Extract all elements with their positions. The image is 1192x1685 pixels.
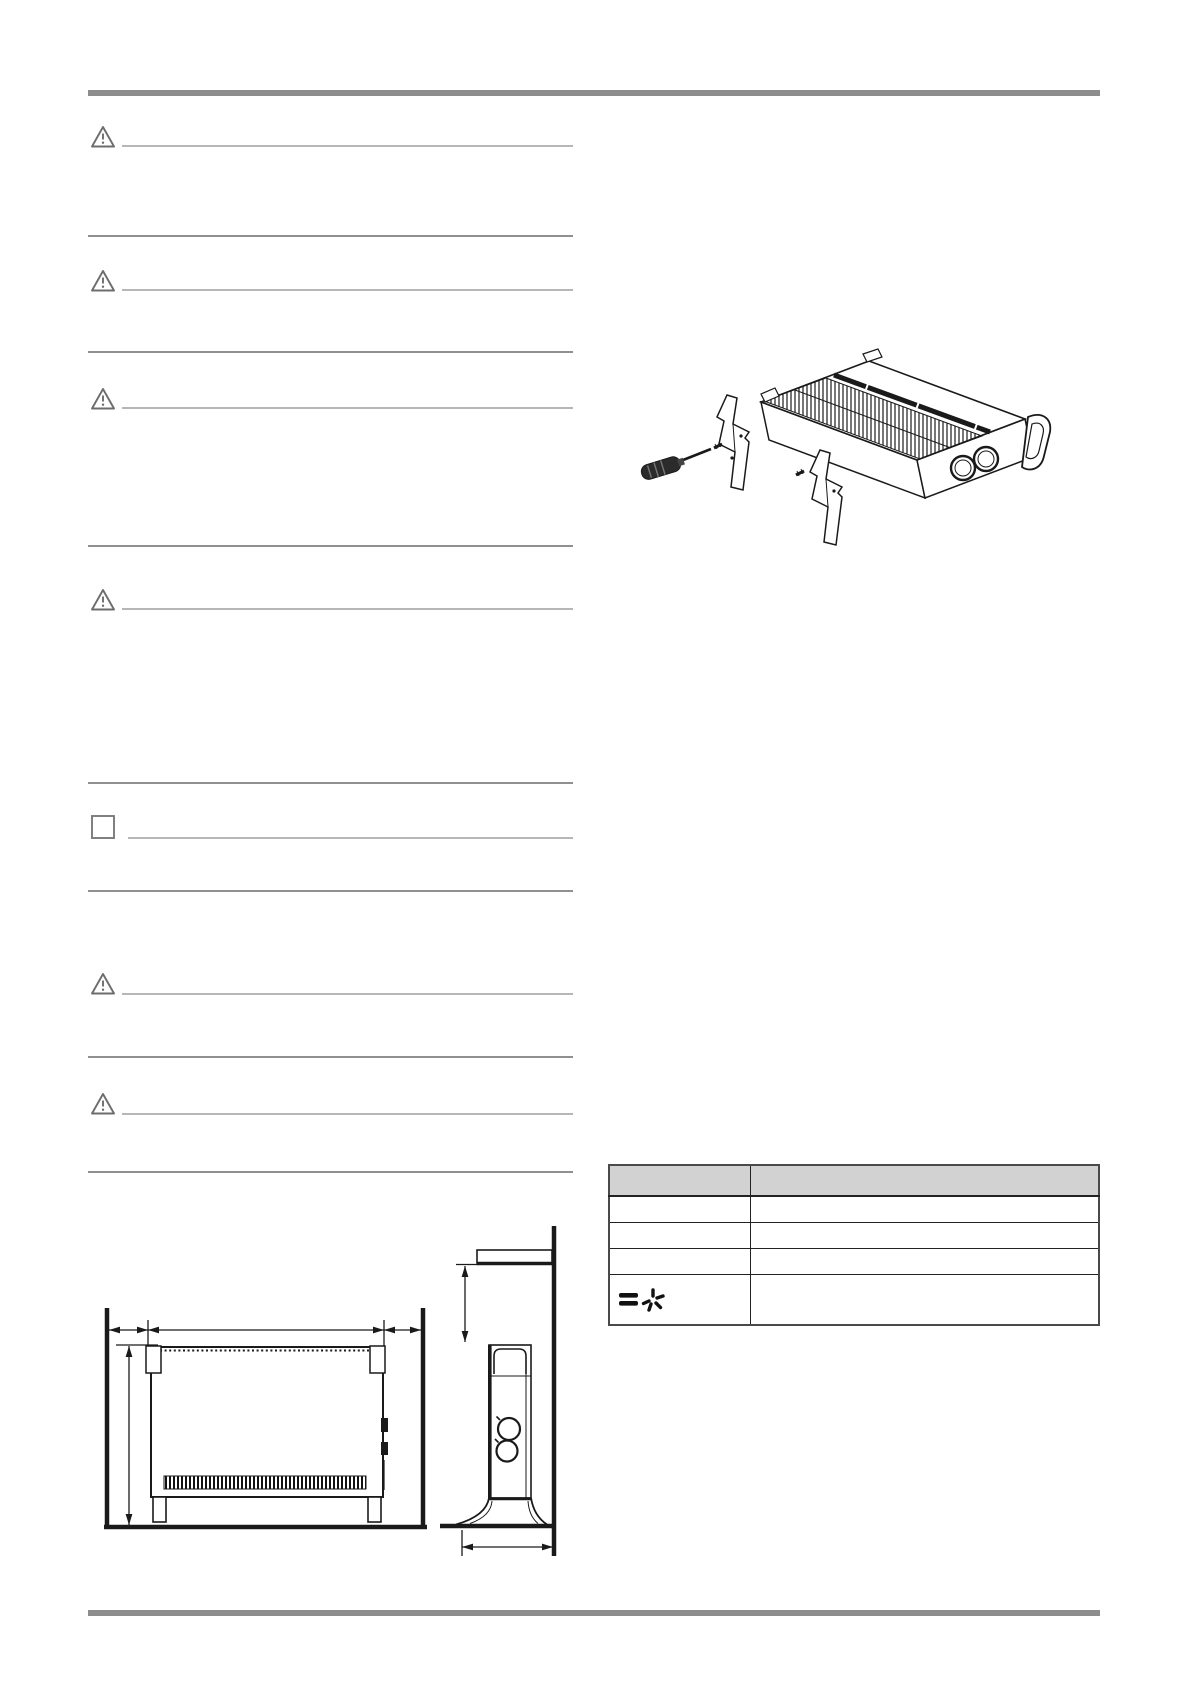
table-row xyxy=(609,1196,1099,1223)
heading-underline xyxy=(122,145,573,147)
horizontal-dimension xyxy=(109,1320,421,1347)
heading-underline xyxy=(128,837,573,839)
section-separator xyxy=(88,1171,573,1173)
section-heading xyxy=(126,975,566,993)
foot xyxy=(153,1497,166,1522)
bottom-grille xyxy=(164,1476,366,1489)
table-row xyxy=(609,1275,1099,1326)
wall-bracket xyxy=(370,1346,385,1373)
warning-triangle-icon xyxy=(89,268,117,294)
section-heading xyxy=(126,390,566,408)
mode-knob xyxy=(497,1441,518,1462)
side-knob xyxy=(381,1418,388,1432)
shelf xyxy=(477,1250,554,1264)
table-row xyxy=(609,1249,1099,1275)
table-header-cell xyxy=(609,1165,751,1196)
feet-assembly-illustration xyxy=(585,328,1055,573)
foot xyxy=(368,1497,381,1522)
floor-stand xyxy=(456,1498,547,1525)
warning-triangle-icon xyxy=(89,971,117,997)
section-heading xyxy=(126,591,566,609)
section-separator xyxy=(88,235,573,237)
warning-triangle-icon xyxy=(89,587,117,613)
side-knob xyxy=(381,1442,388,1455)
page-top-rule xyxy=(88,90,1100,96)
fixing-screw xyxy=(796,469,804,476)
side-clearance-diagram xyxy=(430,1220,575,1565)
warning-triangle-icon xyxy=(89,1091,117,1117)
front-clearance-diagram xyxy=(100,1240,440,1540)
table-row xyxy=(609,1223,1099,1249)
table-header-cell xyxy=(751,1165,1100,1196)
heading-underline xyxy=(122,407,573,409)
table-header-row xyxy=(609,1165,1099,1196)
section-heading xyxy=(126,272,566,290)
heading-underline xyxy=(122,993,573,995)
wall-bracket xyxy=(146,1346,161,1373)
page-bottom-rule xyxy=(88,1610,1100,1616)
mounting-foot-near xyxy=(717,395,749,490)
note-checkbox-icon xyxy=(89,814,117,840)
fixing-screw xyxy=(714,442,722,449)
lid-tab xyxy=(863,349,882,362)
section-separator xyxy=(88,890,573,892)
section-heading xyxy=(126,1095,566,1113)
warning-triangle-icon xyxy=(89,124,117,150)
heat-fan-mode-symbol xyxy=(616,1287,744,1313)
thermostat-knob xyxy=(498,1418,520,1440)
heading-underline xyxy=(122,608,573,610)
mode-symbol-table xyxy=(608,1164,1100,1326)
heater-side-view xyxy=(456,1345,547,1525)
warning-triangle-icon xyxy=(89,386,117,412)
section-heading xyxy=(126,818,566,836)
section-separator xyxy=(88,351,573,353)
depth-dimension xyxy=(462,1530,553,1556)
heading-underline xyxy=(122,1113,573,1115)
heading-underline xyxy=(122,289,573,291)
heater-front-view xyxy=(146,1346,388,1522)
screwdriver xyxy=(640,449,711,481)
section-heading xyxy=(126,128,566,146)
section-separator xyxy=(88,545,573,547)
section-separator xyxy=(88,1056,573,1058)
section-separator xyxy=(88,782,573,784)
